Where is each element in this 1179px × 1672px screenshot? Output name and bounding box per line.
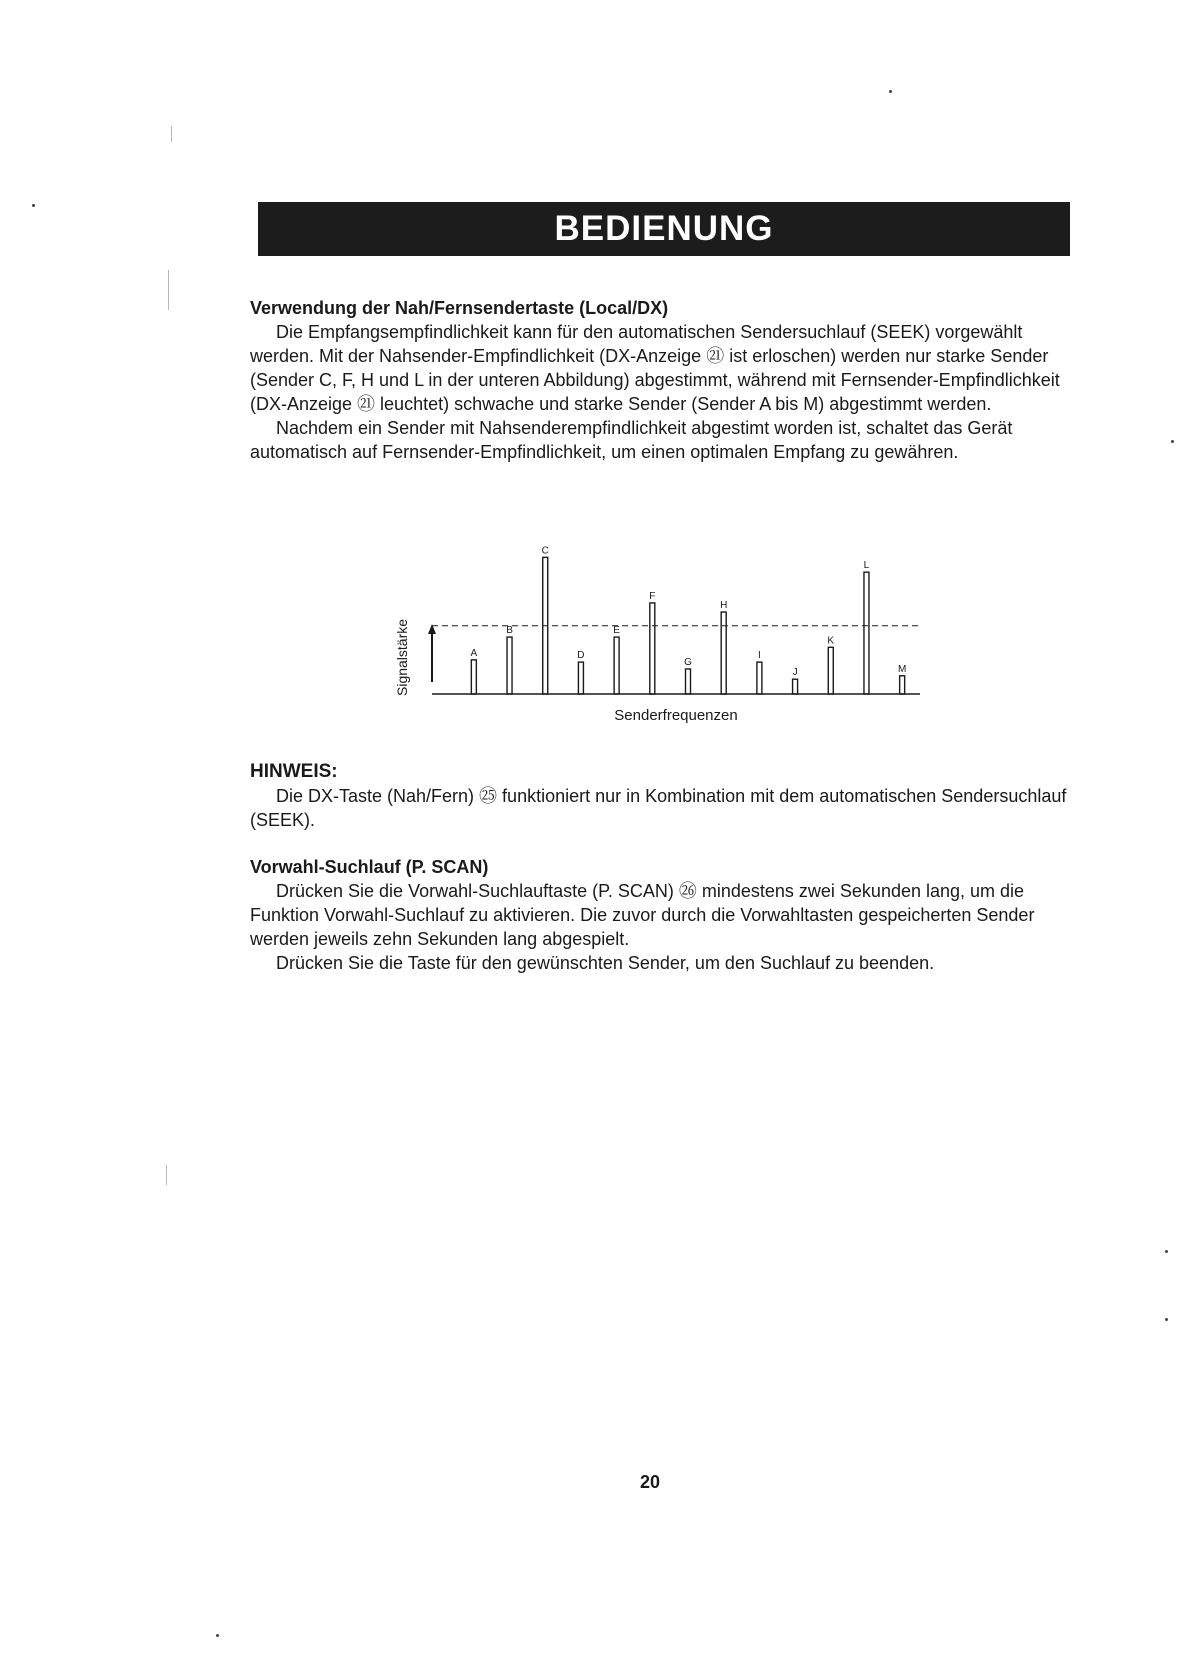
x-axis-label: Senderfrequenzen bbox=[614, 707, 738, 724]
signal-strength-chart bbox=[388, 528, 948, 738]
station-bar-i bbox=[757, 662, 762, 694]
y-axis-label: Signalstärke bbox=[394, 618, 410, 696]
paragraph-pscan-2: Drücken Sie die Taste für den gewünschten Sender, um den Suchlauf zu beenden. bbox=[276, 953, 935, 973]
station-label-j: J bbox=[792, 667, 798, 679]
station-label-e: E bbox=[613, 625, 620, 637]
station-label-i: I bbox=[757, 650, 761, 662]
scan-dot-6 bbox=[216, 1634, 219, 1637]
note-heading: HINWEIS: bbox=[250, 761, 338, 782]
station-bar-g bbox=[686, 669, 691, 694]
section-header-bar bbox=[258, 202, 1070, 256]
station-bar-d bbox=[578, 662, 583, 694]
station-bar-b bbox=[507, 637, 512, 694]
section-local-dx bbox=[250, 296, 1070, 464]
station-bar-l bbox=[864, 572, 869, 694]
scan-dot-3 bbox=[1171, 440, 1174, 443]
station-label-d: D bbox=[577, 650, 585, 662]
page-title: BEDIENUNG bbox=[554, 209, 774, 248]
scan-dot-5 bbox=[1165, 1318, 1168, 1321]
station-label-c: C bbox=[541, 545, 549, 557]
station-bar-h bbox=[721, 612, 726, 694]
note-text: Die DX-Taste (Nah/Fern) ㉕ funktioniert nur in Kombination mit dem automatischen Sendersuchlauf (SEEK). bbox=[250, 786, 1067, 830]
station-bar-k bbox=[828, 647, 833, 694]
note-block bbox=[250, 760, 1070, 832]
scan-mark-left-2 bbox=[168, 270, 169, 310]
section-heading-pscan: Vorwahl-Suchlauf (P. SCAN) bbox=[250, 857, 489, 877]
station-label-a: A bbox=[470, 647, 478, 659]
paragraph-pscan-1: Drücken Sie die Vorwahl-Suchlauftaste (P. SCAN) ㉖ mindestens zwei Sekunden lang, um die Funktion Vorwahl-Suchlauf zu aktivieren. Die zuvor durch die Vorwahltasten gespeicherten Sender werden jeweils zehn Sekunden lang abgespielt. bbox=[250, 881, 1035, 949]
station-label-l: L bbox=[863, 560, 870, 572]
station-label-g: G bbox=[684, 656, 692, 668]
station-bar-a bbox=[471, 660, 476, 694]
station-label-k: K bbox=[827, 635, 835, 647]
station-label-f: F bbox=[649, 590, 656, 602]
page-number: 20 bbox=[639, 1472, 661, 1492]
station-label-h: H bbox=[720, 600, 728, 612]
signal-strength-diagram bbox=[388, 528, 948, 738]
scan-dot-4 bbox=[1165, 1250, 1168, 1253]
station-bar-f bbox=[650, 603, 655, 694]
paragraph-local-dx-1: Die Empfangsempfindlichkeit kann für den automatischen Sendersuchlauf (SEEK) vorgewählt werden. Mit der Nahsender-Empfindlichkeit (DX-Anzeige ㉑ ist erloschen) werden nur starke Sender (Sender C, F, H und L in der unteren Abbildung) abgestimmt, während mit Fernsender-Empfindlichkeit (DX-Anzeige ㉑ leuchtet) schwache und starke Sender (Sender A bis M) abgestimmt werden. bbox=[250, 322, 1060, 414]
station-label-m: M bbox=[897, 663, 907, 675]
scan-mark-left-1 bbox=[171, 126, 172, 142]
scan-dot-1 bbox=[32, 204, 35, 207]
paragraph-local-dx-2: Nachdem ein Sender mit Nahsenderempfindlichkeit abgestimt worden ist, schaltet das Gerät automatisch auf Fernsender-Empfindlichkeit, um einen optimalen Empfang zu gewähren. bbox=[250, 418, 1013, 462]
station-bar-j bbox=[793, 679, 798, 694]
station-bar-e bbox=[614, 637, 619, 694]
section-pscan bbox=[250, 855, 1070, 975]
section-heading-local-dx: Verwendung der Nah/Fernsendertaste (Local/DX) bbox=[250, 298, 669, 318]
station-bar-m bbox=[900, 676, 905, 694]
scan-mark-left-3 bbox=[166, 1165, 167, 1185]
station-label-b: B bbox=[506, 625, 513, 637]
scan-dot-2 bbox=[889, 90, 892, 93]
